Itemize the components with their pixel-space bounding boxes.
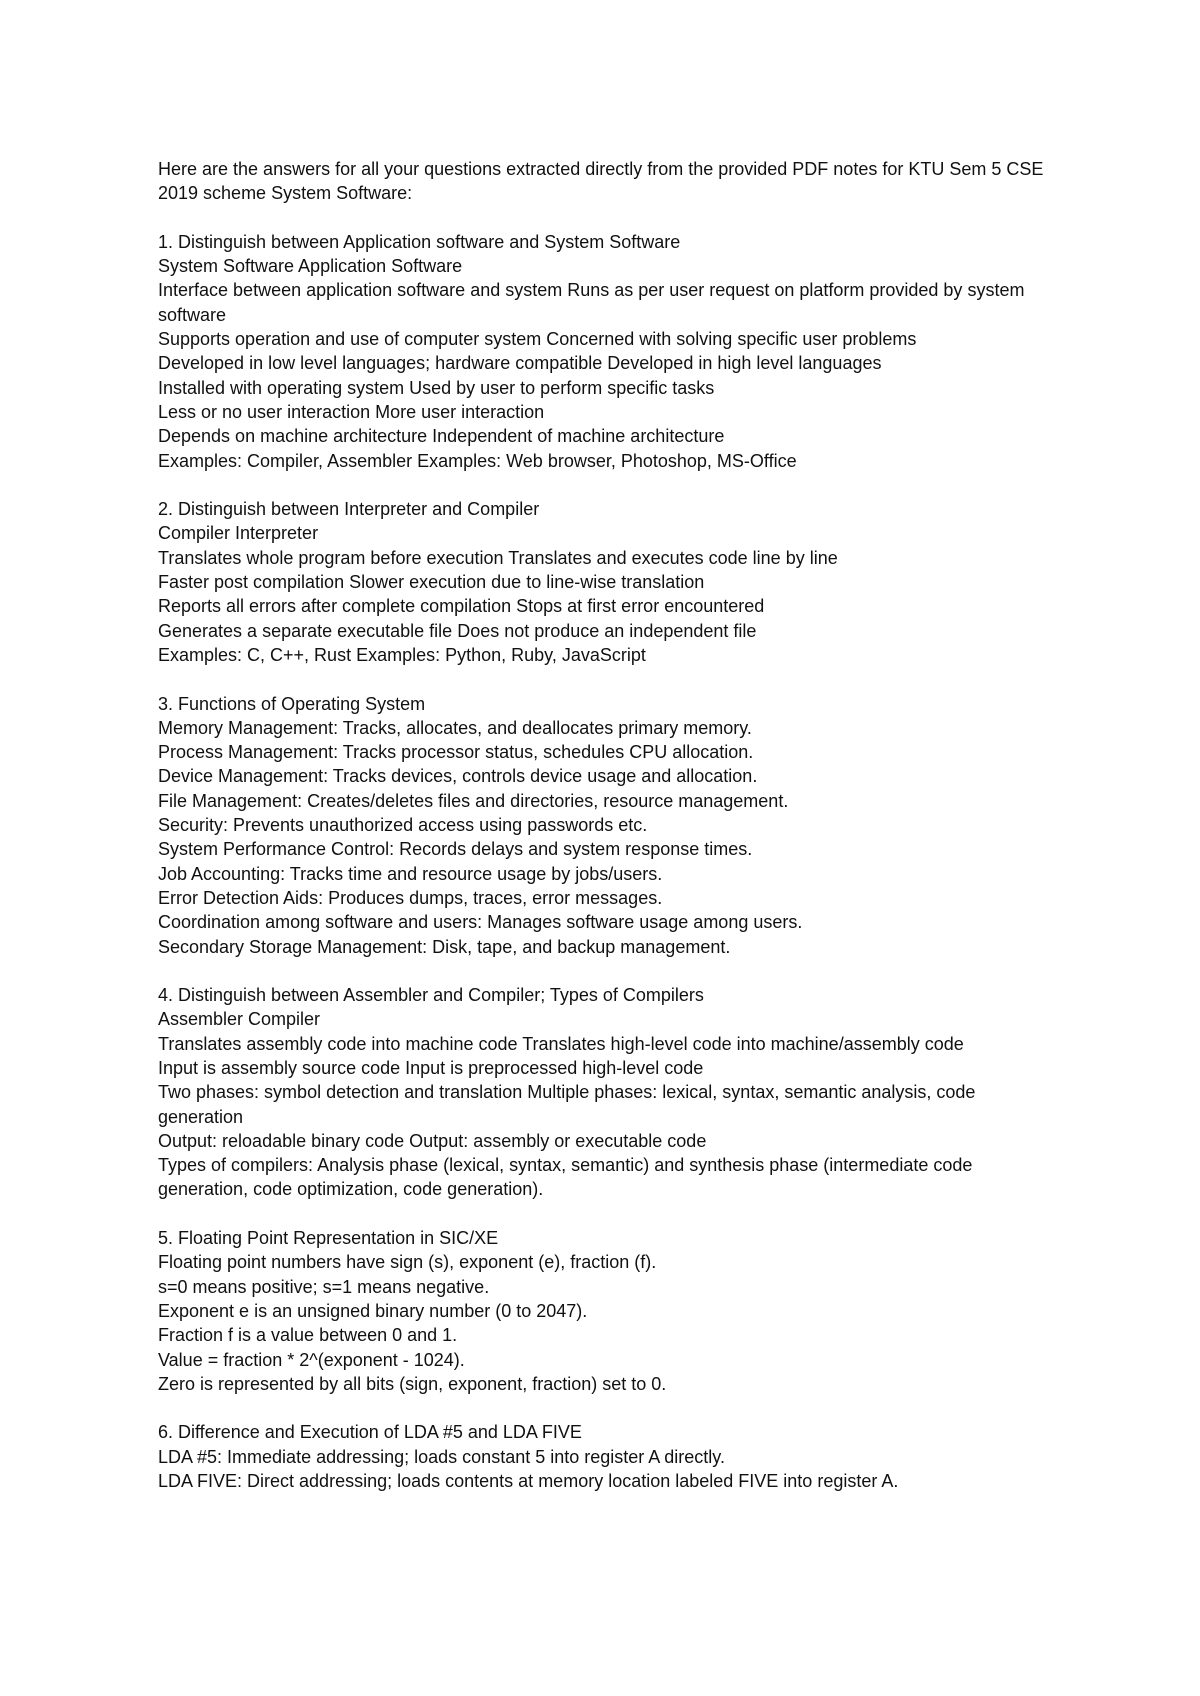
section-heading: 5. Floating Point Representation in SIC/XE xyxy=(158,1228,499,1249)
section-line: Compiler Interpreter xyxy=(158,523,319,544)
section-line: Installed with operating system Used by user to perform specific tasks xyxy=(158,377,715,398)
section-heading: 2. Distinguish between Interpreter and Compiler xyxy=(158,499,540,520)
intro-text: Here are the answers for all your questions extracted directly from the provided PDF notes for KTU Sem 5 CSE 2019 scheme System Software: xyxy=(158,159,1044,204)
section-line: File Management: Creates/deletes files and directories, resource management. xyxy=(158,790,789,811)
section-line: Memory Management: Tracks, allocates, and deallocates primary memory. xyxy=(158,717,752,738)
section-line: Supports operation and use of computer system Concerned with solving specific user problems xyxy=(158,329,917,350)
section-heading: 6. Difference and Execution of LDA #5 and LDA FIVE xyxy=(158,1422,582,1443)
section-line: Output: reloadable binary code Output: assembly or executable code xyxy=(158,1130,707,1151)
section-line: Types of compilers: Analysis phase (lexical, syntax, semantic) and synthesis phase (intermediate code generation, code optimization, code generation). xyxy=(158,1155,973,1200)
section-line: Two phases: symbol detection and translation Multiple phases: lexical, syntax, semantic analysis, code generation xyxy=(158,1082,976,1127)
section-5 xyxy=(158,1226,1058,1396)
section-heading: 4. Distinguish between Assembler and Compiler; Types of Compilers xyxy=(158,985,704,1006)
section-line: Floating point numbers have sign (s), exponent (e), fraction (f). xyxy=(158,1252,657,1273)
section-line: Error Detection Aids: Produces dumps, traces, error messages. xyxy=(158,887,663,908)
section-line: Translates whole program before execution Translates and executes code line by line xyxy=(158,547,838,568)
section-heading: 3. Functions of Operating System xyxy=(158,693,426,714)
section-line: Device Management: Tracks devices, controls device usage and allocation. xyxy=(158,766,758,787)
section-line: Generates a separate executable file Does not produce an independent file xyxy=(158,620,757,641)
section-line: Less or no user interaction More user interaction xyxy=(158,401,545,422)
document-page xyxy=(158,157,1058,1518)
section-line: Exponent e is an unsigned binary number (0 to 2047). xyxy=(158,1300,588,1321)
section-1 xyxy=(158,230,1058,473)
section-line: Process Management: Tracks processor status, schedules CPU allocation. xyxy=(158,742,754,763)
section-line: Translates assembly code into machine code Translates high-level code into machine/assembly code xyxy=(158,1033,964,1054)
section-line: Reports all errors after complete compilation Stops at first error encountered xyxy=(158,596,765,617)
section-line: LDA #5: Immediate addressing; loads constant 5 into register A directly. xyxy=(158,1446,725,1467)
section-line: Interface between application software and system Runs as per user request on platform provided by system software xyxy=(158,280,1025,325)
section-line: Value = fraction * 2^(exponent - 1024). xyxy=(158,1349,465,1370)
section-line: Security: Prevents unauthorized access using passwords etc. xyxy=(158,815,648,836)
section-heading: 1. Distinguish between Application software and System Software xyxy=(158,231,681,252)
section-line: s=0 means positive; s=1 means negative. xyxy=(158,1276,490,1297)
section-line: System Performance Control: Records delays and system response times. xyxy=(158,839,753,860)
section-2 xyxy=(158,497,1058,667)
section-line: Assembler Compiler xyxy=(158,1009,321,1030)
section-line: Developed in low level languages; hardware compatible Developed in high level languages xyxy=(158,353,882,374)
section-line: Fraction f is a value between 0 and 1. xyxy=(158,1325,458,1346)
section-line: Examples: Compiler, Assembler Examples: Web browser, Photoshop, MS-Office xyxy=(158,450,797,471)
section-line: Coordination among software and users: Manages software usage among users. xyxy=(158,912,803,933)
section-line: Depends on machine architecture Independent of machine architecture xyxy=(158,426,725,447)
section-line: LDA FIVE: Direct addressing; loads contents at memory location labeled FIVE into register A. xyxy=(158,1471,899,1492)
intro-paragraph xyxy=(158,157,1058,206)
section-line: Job Accounting: Tracks time and resource usage by jobs/users. xyxy=(158,863,663,884)
section-line: Faster post compilation Slower execution due to line-wise translation xyxy=(158,572,705,593)
section-line: System Software Application Software xyxy=(158,256,463,277)
section-6 xyxy=(158,1420,1058,1493)
section-line: Secondary Storage Management: Disk, tape, and backup management. xyxy=(158,936,731,957)
section-line: Input is assembly source code Input is preprocessed high-level code xyxy=(158,1057,704,1078)
section-3 xyxy=(158,692,1058,959)
section-line: Examples: C, C++, Rust Examples: Python, Ruby, JavaScript xyxy=(158,644,646,665)
section-line: Zero is represented by all bits (sign, exponent, fraction) set to 0. xyxy=(158,1373,667,1394)
section-4 xyxy=(158,983,1058,1202)
